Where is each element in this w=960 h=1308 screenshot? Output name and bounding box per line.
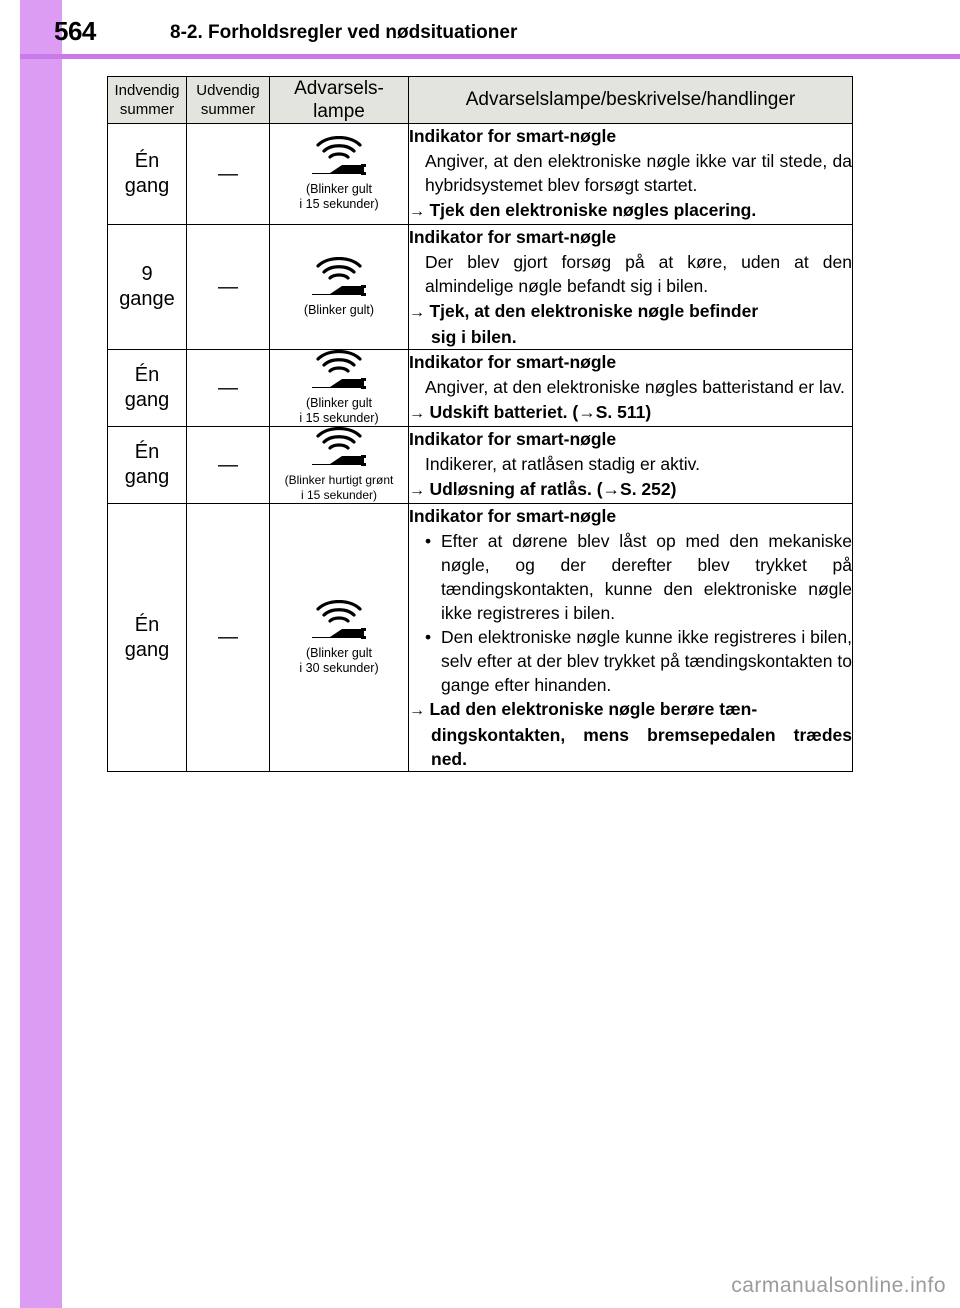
col-header-advarselslampe bbox=[270, 77, 409, 124]
lamp-caption bbox=[270, 473, 408, 503]
cell-udvendig-summer: — bbox=[187, 427, 270, 504]
col-header-udvendig-summer bbox=[187, 77, 270, 124]
arrow-icon: → bbox=[409, 702, 430, 719]
description-action-text: Tjek, at den elektroniske nøgle befinder bbox=[429, 301, 759, 321]
cell-warning-lamp bbox=[270, 350, 409, 427]
lamp-caption-line2: i 15 sekunder) bbox=[299, 197, 379, 211]
cell-indvendig-summer bbox=[108, 350, 187, 427]
lamp-caption-line1: (Blinker hurtigt grønt bbox=[284, 473, 394, 487]
smart-key-indicator-icon bbox=[270, 600, 408, 642]
arrow-icon: → bbox=[409, 482, 430, 499]
smart-key-indicator-icon bbox=[270, 257, 408, 299]
table-row bbox=[108, 350, 853, 427]
site-watermark: carmanualsonline.info bbox=[731, 1274, 946, 1297]
cell-warning-lamp bbox=[270, 504, 409, 772]
table-body bbox=[108, 124, 853, 772]
table-header-row bbox=[108, 77, 853, 124]
header-divider-left bbox=[20, 54, 62, 59]
page-side-bar bbox=[0, 0, 62, 1308]
table-row bbox=[108, 504, 853, 772]
description-body: Angiver, at den elektroniske nøgles batteristand er lav. bbox=[425, 377, 845, 397]
description-action bbox=[409, 400, 852, 426]
table-head bbox=[108, 77, 853, 124]
cell-indvendig-summer bbox=[108, 504, 187, 772]
buzz-count-line2: gang bbox=[124, 638, 170, 661]
lamp-caption-line2: i 15 sekunder) bbox=[300, 488, 378, 502]
lamp-caption-line2: i 15 sekunder) bbox=[299, 411, 379, 425]
description-action bbox=[409, 299, 852, 349]
description-body: Angiver, at den elektroniske nøgle ikke var til stede, da hybridsystemet blev forsøgt startet. bbox=[425, 151, 852, 195]
arrow-icon: → bbox=[409, 304, 430, 321]
description-action-text: Lad den elektroniske nøgle berøre tæn- bbox=[429, 699, 758, 719]
lamp-caption bbox=[270, 303, 408, 318]
lamp-caption bbox=[270, 396, 408, 426]
col-header-udvendig-line1: Udvendig bbox=[196, 82, 260, 99]
cell-description bbox=[409, 427, 853, 504]
description-action-text: Udløsning af ratlås. (→S. 252) bbox=[429, 479, 677, 499]
cell-udvendig-summer: — bbox=[187, 124, 270, 225]
list-item: • Efter at dørene blev låst op med den mekaniske nøgle, og der derefter blev trykket på tændingskontakten, kunne den elektroniske nøgle ikke registreres i bilen. bbox=[425, 529, 852, 625]
list-item: • Den elektroniske nøgle kunne ikke registreres i bilen, selv efter at der blev trykket på tændingskontakten to gange efter hinanden. bbox=[425, 625, 852, 697]
buzz-count-line1: Én bbox=[134, 150, 160, 172]
smart-key-indicator-icon bbox=[270, 350, 408, 392]
arrow-icon: → bbox=[409, 405, 430, 422]
lamp-caption-line1: (Blinker gult bbox=[306, 182, 372, 196]
description-action-text: Udskift batteriet. (→S. 511) bbox=[429, 402, 652, 422]
lamp-caption bbox=[270, 182, 408, 212]
lamp-caption-line1: (Blinker gult) bbox=[303, 302, 375, 317]
cell-indvendig-summer bbox=[108, 427, 187, 504]
col-header-indvendig-line1: Indvendig bbox=[114, 82, 180, 99]
page-header bbox=[54, 0, 960, 58]
description-action-cont: sig i bilen. bbox=[431, 327, 517, 347]
description-action-cont: dingskontakten, mens bremsepedalen trædes ned. bbox=[431, 725, 852, 769]
description-title: Indikator for smart-nøgle bbox=[409, 227, 617, 247]
buzz-count-line2: gang bbox=[124, 389, 170, 411]
cell-description bbox=[409, 350, 853, 427]
buzz-count-line1: 9 bbox=[141, 263, 153, 285]
header-divider bbox=[62, 54, 960, 59]
description-body: Indikerer, at ratlåsen stadig er aktiv. bbox=[425, 454, 700, 474]
buzz-count-line1: Én bbox=[134, 613, 160, 636]
side-bar-white-margin bbox=[0, 0, 20, 1308]
page-number: 564 bbox=[54, 16, 96, 46]
lamp-caption bbox=[270, 646, 408, 676]
buzz-count-line2: gang bbox=[124, 466, 170, 488]
description-title: Indikator for smart-nøgle bbox=[409, 429, 617, 449]
col-header-indvendig-summer bbox=[108, 77, 187, 124]
cell-udvendig-summer: — bbox=[187, 350, 270, 427]
col-header-udvendig-line2: summer bbox=[200, 101, 256, 118]
description-body: Der blev gjort forsøg på at køre, uden at den almindelige nøgle befandt sig i bilen. bbox=[425, 252, 852, 296]
description-title: Indikator for smart-nøgle bbox=[409, 506, 617, 526]
description-title: Indikator for smart-nøgle bbox=[409, 126, 617, 146]
description-action bbox=[409, 697, 852, 771]
description-action bbox=[409, 198, 852, 224]
cell-description bbox=[409, 124, 853, 225]
description-action bbox=[409, 477, 852, 503]
table-row bbox=[108, 124, 853, 225]
cell-description bbox=[409, 504, 853, 772]
col-header-lampe-line2: lampe bbox=[313, 101, 365, 122]
description-title: Indikator for smart-nøgle bbox=[409, 352, 617, 372]
cell-description bbox=[409, 225, 853, 350]
page-title: 8-2. Forholdsregler ved nødsituationer bbox=[170, 22, 518, 43]
cell-indvendig-summer bbox=[108, 124, 187, 225]
cell-warning-lamp bbox=[270, 225, 409, 350]
smart-key-indicator-icon bbox=[270, 136, 408, 178]
cell-udvendig-summer: — bbox=[187, 225, 270, 350]
description-action-text: Tjek den elektroniske nøgles placering. bbox=[429, 200, 757, 220]
col-header-lampe-line1: Advarsels- bbox=[294, 78, 384, 99]
col-header-indvendig-line2: summer bbox=[119, 101, 175, 118]
cell-udvendig-summer: — bbox=[187, 504, 270, 772]
table-row bbox=[108, 225, 853, 350]
lamp-caption-line1: (Blinker gult bbox=[306, 396, 372, 410]
table-row bbox=[108, 427, 853, 504]
lamp-caption-line1: (Blinker gult bbox=[306, 645, 372, 660]
description-bullet-list bbox=[409, 529, 852, 697]
warning-table bbox=[107, 76, 853, 772]
cell-warning-lamp bbox=[270, 427, 409, 504]
lamp-caption-line2: i 30 sekunder) bbox=[299, 660, 379, 675]
arrow-icon: → bbox=[409, 203, 430, 220]
cell-indvendig-summer bbox=[108, 225, 187, 350]
buzz-count-line1: Én bbox=[134, 441, 160, 463]
buzz-count-line1: Én bbox=[134, 364, 160, 386]
side-bar-purple-strip bbox=[20, 0, 62, 1308]
col-header-beskrivelse: Advarselslampe/beskrivelse/handlinger bbox=[409, 77, 853, 124]
buzz-count-line2: gange bbox=[119, 288, 175, 310]
smart-key-indicator-icon bbox=[270, 427, 408, 469]
buzz-count-line2: gang bbox=[124, 175, 170, 197]
cell-warning-lamp bbox=[270, 124, 409, 225]
